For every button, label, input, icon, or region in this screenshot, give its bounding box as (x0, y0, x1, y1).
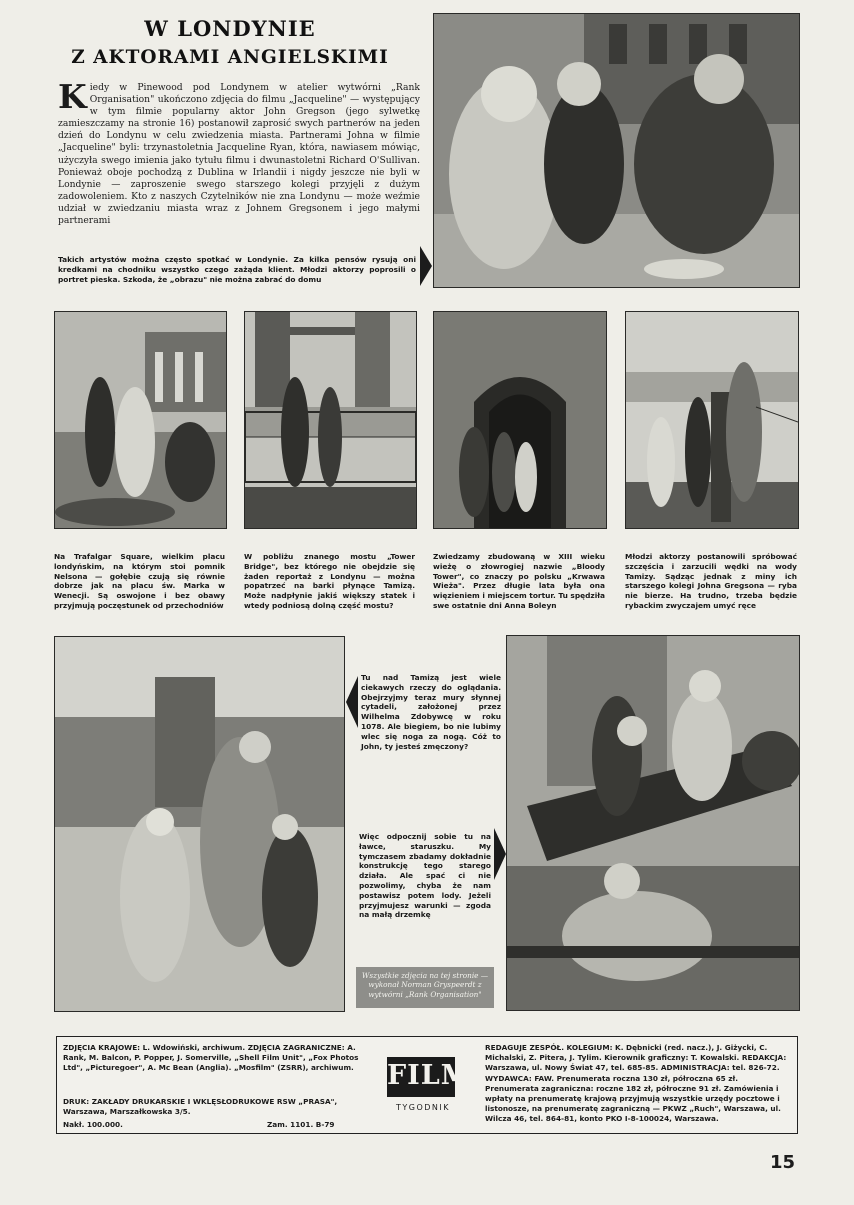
photo-credit-note: Wszystkie zdjęcia na tej stronie — wykonał Norman Gryspeerdt z wytwórni „Rank Organisation" (356, 967, 494, 1008)
caption-bloody-tower: Zwiedzamy zbudowaną w XIII wieku wieżę o złowrogiej nazwie „Bloody Tower", co znaczy po polsku „Krwawa Wieża". Przez długie lata była ona więzieniem i miejscem tortur. Tu spędziła swe ostatnie dni Anna Boleyn (433, 552, 605, 610)
photo-street-artist (433, 13, 800, 288)
credits-print: DRUK: ZAKŁADY DRUKARSKIE I WKLĘSŁODRUKOWE RSW „PRASA", Warszawa, Marszałkowska 3/5. (63, 1097, 338, 1117)
arrow-right-icon-2 (494, 828, 506, 880)
lead-text: iedy w Pinewood pod Londynem w atelier wytwórni „Rank Organisation" ukończono zdjęcia do filmu „Jacqueline" — występujący w tym filmie popularny aktor John Gregson (jego sylwetkę zamieszczamy na stronie 16) postanowił zaprosić swych partnerów na jeden dzień do Londynu w celu zwiedzenia miasta. Partnerami Johna w filmie „Jacqueline" byli: trzynastoletnia Jacqueline Ryan, która, nawiasem mówiąc, użyczyła swego imienia jako tytułu filmu i dwunastoletni Richard O'Sullivan. Ponieważ oboje pochodzą z Dublina w Irlandii i nigdy jeszcze nie byli w Londynie — zaproszenie swego starszego kolegi przyjęli z dużym zadowoleniem. Kto z naszych Czytelników nie zna Londynu — może weźmie udział w zwiedzaniu miasta wraz z Johnem Gregsonem i jego małymi partnerami (58, 82, 420, 227)
caption-tower-bridge: W pobliżu znanego mostu „Tower Bridge", bez którego nie obejdzie się żaden reportaż z Londynu — można popatrzeć na barki płynące Tamizą. Może nadpłynie jakiś większy statek i wtedy podniosą dolną część mostu? (244, 552, 415, 610)
credits-order: Zam. 1101. B-79 (267, 1120, 335, 1129)
drop-cap: K (58, 82, 87, 116)
film-logo (387, 1057, 472, 1121)
caption-trafalgar: Na Trafalgar Square, wielkim placu londyńskim, na którym stoi pomnik Nelsona — gołębie czują się równie dobrze jak na placu św. Marka w Wenecji. Są oswojone i bez obawy przyjmują poczęstunek od przechodniów (54, 552, 225, 610)
arrow-left-icon (346, 676, 358, 728)
photo-fishing-thames (625, 311, 799, 529)
photo-citadel-walk (54, 636, 345, 1012)
film-logo-mark: FILM (387, 1057, 455, 1097)
photo-trafalgar-square (54, 311, 227, 529)
film-logo-subtitle: TYGODNIK (395, 1103, 451, 1112)
photo-tower-bridge (244, 311, 417, 529)
credits-editorial: REDAGUJE ZESPÓŁ. KOLEGIUM: K. Dębnicki (red. nacz.), J. Giżycki, C. Michalski, Z. Pitera, J. Tylim. Kierownik graficzny: T. Kowalski. REDAKCJA: Warszawa, ul. Nowy Świat 47, tel. 685-85. ADMINISTRACJA: tel. 826-72. WYDAWCA: FAW. Prenumerata roczna 130 zł, półroczna 65 zł. Prenumerata zagraniczna: roczne 182 zł, półroczne 91 zł. Zamówienia i wpłaty na prenumeratę krajową przyjmują wszystkie urzędy pocztowe i listonosze, na prenumeratę zagraniczną — PKWZ „Ruch", Warszawa, ul. Wilcza 46, tel. 864-81, konto PKO I-8-100024, Warszawa. (485, 1043, 787, 1124)
caption-citadel: Tu nad Tamizą jest wiele ciekawych rzeczy do oglądania. Obejrzyjmy teraz mury słynnej cytadeli, założonej przez Wilhelma Zdobywcę w roku 1078. Ale biegiem, bo nie lubimy wlec się noga za nogą. Cóż to John, ty jesteś zmęczony? (361, 673, 501, 751)
credits-photos: ZDJĘCIA KRAJOWE: L. Wdowiński, archiwum. ZDJĘCIA ZAGRANICZNE: A. Rank, M. Balcon, P. Popper, J. Somerville, „Shell Film Unit", „Fox Photos Ltd", „Picturegoer", A. Mc Bean (Anglia). „Mosfilm" (ZSRR), archiwum. (63, 1043, 359, 1073)
article-title-line2: Z AKTORAMI ANGIELSKIMI (71, 47, 389, 68)
caption-street-artist: Takich artystów można często spotkać w Londynie. Za kilka pensów rysują oni kredkami na chodniku wszystko czego zażąda klient. Młodzi aktorzy poprosili o portret pieska. Szkoda, że „obrazu" nie można zabrać do domu (58, 255, 416, 284)
article-title-line1: W LONDYNIE (144, 16, 316, 41)
photo-bloody-tower (433, 311, 607, 529)
arrow-right-icon (420, 246, 432, 286)
page-number: 15 (770, 1152, 796, 1173)
credits-run: Nakł. 100.000. (63, 1120, 123, 1129)
photo-cannon-bench (506, 635, 800, 1011)
lead-paragraph (58, 82, 420, 254)
caption-bench: Więc odpocznij sobie tu na ławce, staruszku. My tymczasem zbadamy dokładnie konstrukcję tego starego działa. Ale spać ci nie pozwolimy, chyba że nam postawisz potem lody. Jeżeli przyjmujesz warunki — zgoda na małą drzemkę (359, 832, 491, 920)
credits-box (56, 1036, 798, 1134)
caption-fishing: Młodzi aktorzy postanowili spróbować szczęścia i zarzucili wędki na wody Tamizy. Sądząc jednak z miny ich starszego kolegi Johna Gregsona — ryba nie bierze. Ha trudno, trzeba będzie rybackim zwyczajem umyć ręce (625, 552, 797, 610)
